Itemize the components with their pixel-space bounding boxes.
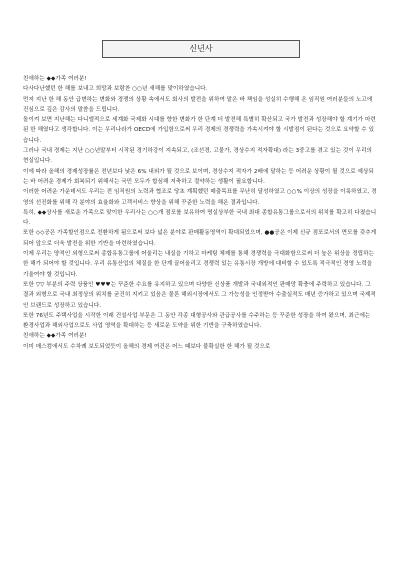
paragraph: 이러한 어려운 가운데서도 우리는 전 임직원의 노력과 협조로 당초 계획했던 매출목표를 무난히 달성하였고 ○○% 이상의 성장을 이룩하였고, 경영의 선진화를 위해 각 분야의 효율화와 고객서비스 향상을 위해 꾸준한 노력을 해온 결과입니다. — [23, 189, 377, 206]
document-title: 신년사 — [102, 40, 300, 58]
paragraph: 또한 ▽▽ 부분의 주력 상품인 ♥♥♥는 꾸준한 수요를 유지하고 있으며 다양한 신상품 개발과 국내외적인 판매망 확충에 주력하고 있습니다. 그 결과 외형으로 국내 최정상의 위치를 굳건히 지키고 있음은 물론 해외시장에서도 그 가능성을 인정받아 수출실적도 매년 증가하고 있으며 국제적인 브랜드로 성장하고 있습니다. — [23, 281, 376, 309]
paragraph: 그러나 국내 경제는 지난 ○○년말부터 시작된 경기하강이 지속되고, (조선경, 고물가, 경상수지 적자확대) 라는 3중고를 겪고 있는 것이 우리의 현실입니다. — [23, 148, 372, 165]
document-body — [23, 74, 377, 352]
paragraph: 이에 따라 올해의 경제성장률은 전년보다 낮은 6% 내외가 될 것으로 보이며, 경상수지 적자가 2배에 달하는 등 어려운 상황이 될 것으로 예상되는 바 어려운 경제가 회복되기 위해서는 국민 모두가 합심해 저축하고 절약하는 생활이 필요합니다. — [23, 168, 374, 185]
paragraph: 먼저 지난 한 해 동안 급변하는 변화와 경쟁의 상황 속에서도 회사의 발전을 위하여 맡은 바 책임을 성실히 수행해 온 임직원 여러분들의 노고에 진심으로 깊은 감사의 말씀을 드립니다. — [23, 96, 373, 113]
paragraph: 다사다난했던 한 해를 보내고 희망과 보람찬 ○○년 새해를 맞이하였습니다. — [23, 86, 208, 93]
paragraph: 친애하는 ◆◆가족 여러분! — [23, 76, 87, 82]
paragraph: 돌이켜 보면 지난해는 다니엘적으로 세계화 국제화 시대를 향한 변화가 한 단계 더 발전해 특별히 확산되고 국가 발전과 성장해야 할 계기가 마련된 한 해였다고 생각합니다. 이는 우리나라가 OECD에 가입함으로써 우리 경제의 경쟁력을 가속시켜야 할 시발점이 된다는 것으로 요약할 수 있습니다. — [23, 117, 376, 144]
paragraph: 이미 매스컴에서도 수차례 보도되었듯이 올해의 경제 여건은 어느 때보다 불확실한 한 해가 될 것으로 — [23, 343, 271, 350]
paragraph: 또한 76년도 주택사업을 시작한 이래 건설사업 부문은 그 동안 각종 대형공사와 관급공사를 수주하는 등 꾸준한 성장을 하여 왔으며, 최근에는 환경사업과 해외사업으로도 사업 영역을 확대하는 등 새로운 도약을 위한 기반을 구축하였습니다. — [23, 312, 371, 330]
paragraph: 친애하는 ◆◆가족 여러분! — [23, 333, 87, 340]
paragraph: 또한 ◇◇공은 가족할인점으로 전환하게 됨으로써 보다 넓은 분야로 판매활동영역이 확대되었으며, ●●공은 이제 신규 점포로서의 면모를 갖추게 되어 앞으로 더욱 발전을 위한 기반을 마련하였습니다. — [23, 230, 377, 247]
paragraph: 이제 우리는 양적인 외형으로써 종합유통그룹에 어울리는 내실을 기하고 마케팅 체제를 통해 경쟁력을 극대화함으로써 더 높은 위상을 정립하는 한 해가 되어야 할 것입니다. 우리 유통산업의 체질을 한 단계 끌어올리고 경쟁력 있는 유통시장 개방에 대비할 수 있도록 적극적인 경영 노력을 기울여야 할 것입니다. — [23, 251, 375, 278]
paragraph: 특히, ◆◆상사를 새로운 가족으로 맞이한 우리사는 ○○개 점포를 보유하여 명실상부한 국내 최대 종합유통그룹으로서의 위치를 확고히 다졌습니다. — [23, 209, 377, 227]
